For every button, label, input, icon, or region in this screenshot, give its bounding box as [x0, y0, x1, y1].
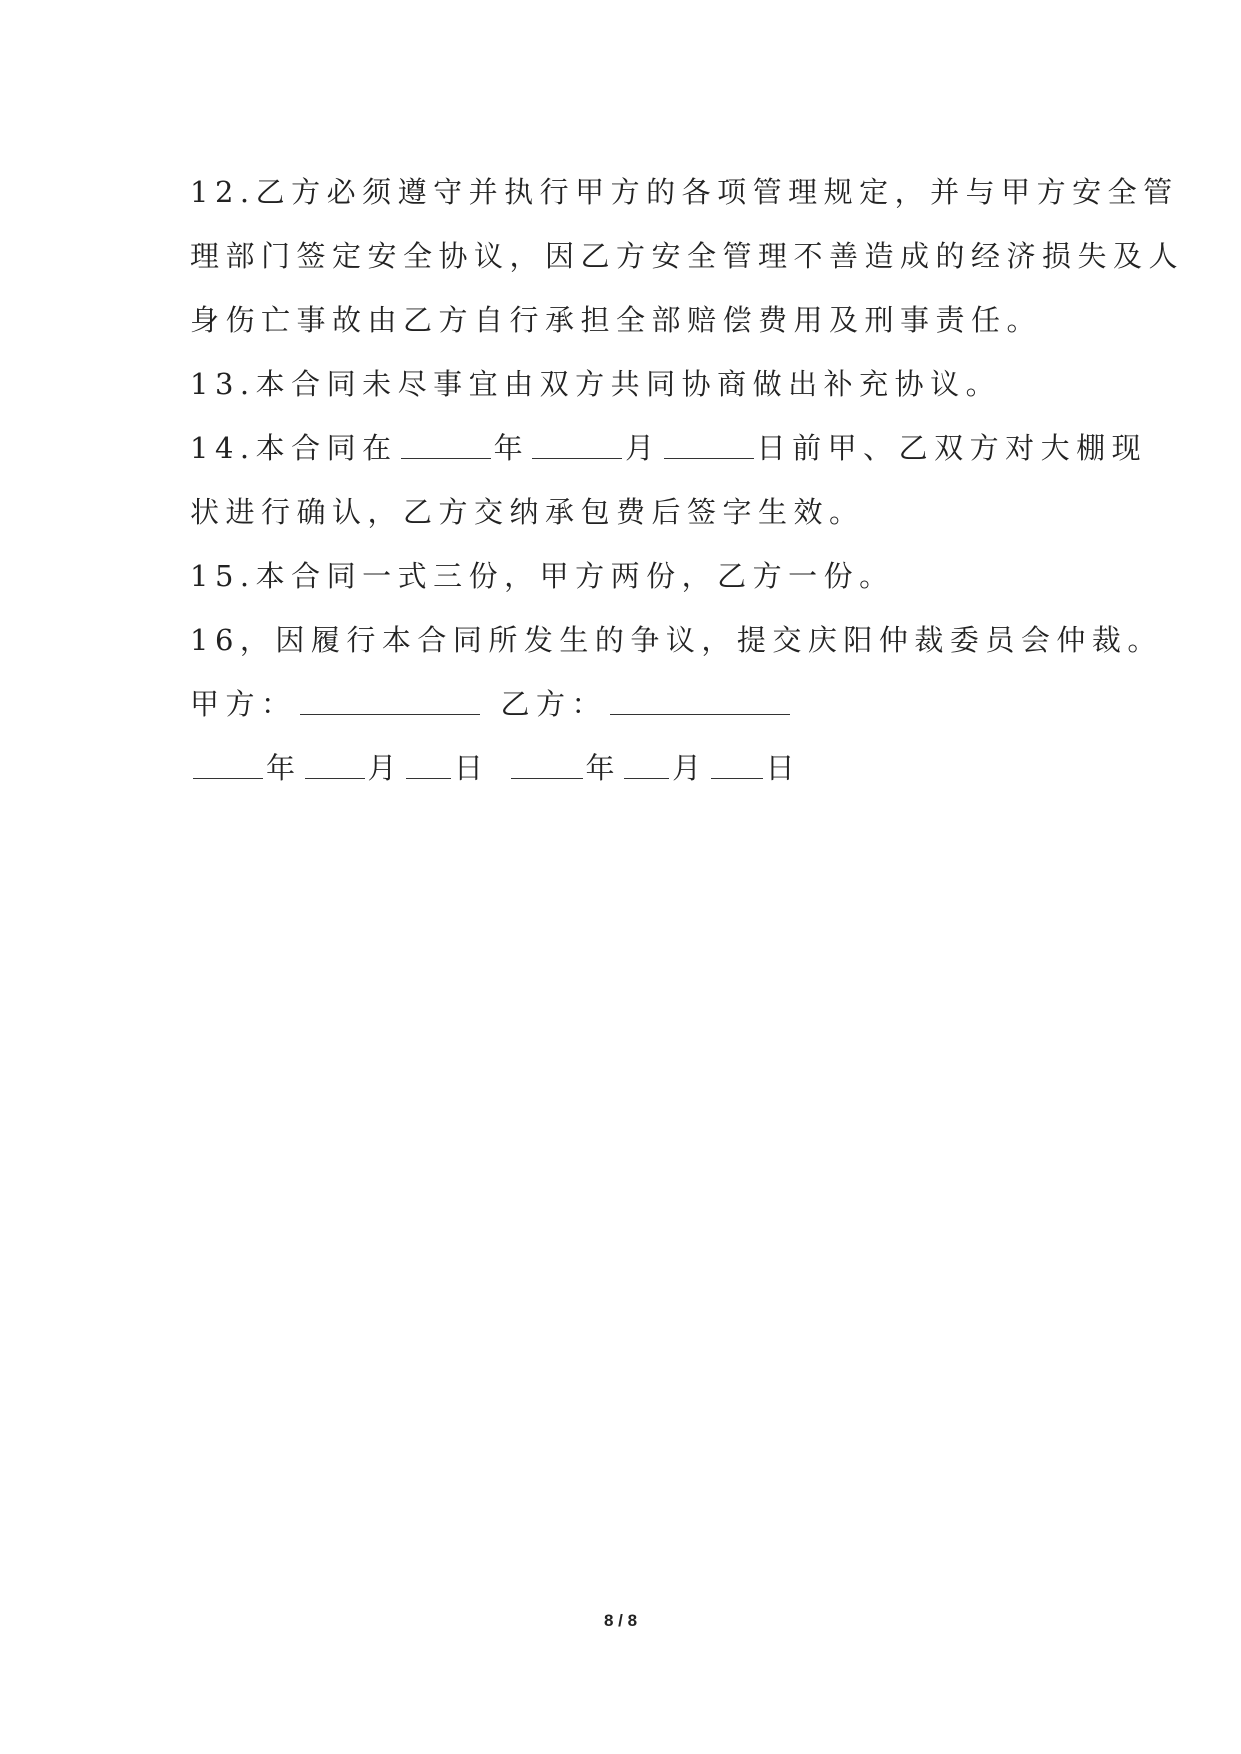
month-blank	[532, 457, 622, 459]
party-a-signature-blank	[300, 713, 480, 715]
date-row	[190, 736, 1060, 800]
party-a-day-blank	[406, 777, 451, 779]
signature-row	[190, 672, 1060, 736]
month-label: 月	[625, 431, 661, 465]
clause-12-line-3: 身伤亡事故由乙方自行承担全部赔偿费用及刑事责任。	[190, 303, 1043, 337]
party-b-signature-blank	[610, 713, 790, 715]
clause-14-line-2: 状进行确认，乙方交纳承包费后签字生效。	[190, 495, 865, 529]
party-a-month-blank	[305, 777, 365, 779]
clause-14-suffix: 日前甲、乙双方对大棚现	[756, 431, 1148, 465]
party-b-label: 乙方：	[500, 687, 608, 721]
party-b-month-label: 月	[672, 751, 708, 785]
party-b-year-label: 年	[585, 751, 622, 785]
clause-15: 15.本合同一式三份，甲方两份，乙方一份。	[190, 559, 895, 593]
party-a-month-label: 月	[367, 751, 404, 785]
clause-12-line-1: 12.乙方必须遵守并执行甲方的各项管理规定，并与甲方安全管	[190, 175, 1179, 209]
clause-16: 16，因履行本合同所发生的争议，提交庆阳仲裁委员会仲裁。	[190, 623, 1163, 657]
document-body	[190, 160, 1185, 800]
clause-14-prefix: 14.本合同在	[190, 431, 398, 465]
day-blank	[664, 457, 754, 459]
year-label: 年	[493, 431, 530, 465]
party-a-day-label: 日	[454, 751, 490, 785]
page-number: 8 / 8	[603, 1611, 638, 1630]
clause-14-line-1	[190, 416, 1148, 480]
party-b-month-blank	[624, 777, 669, 779]
party-b-day-label: 日	[765, 751, 802, 785]
party-a-year-label: 年	[266, 751, 302, 785]
year-blank	[401, 457, 491, 459]
party-a-label: 甲方：	[190, 687, 297, 721]
clause-13: 13.本合同未尽事宜由双方共同协商做出补充协议。	[190, 367, 1002, 401]
clause-12-line-2: 理部门签定安全协议，因乙方安全管理不善造成的经济损失及人	[190, 239, 1185, 273]
party-b-day-blank	[711, 777, 763, 779]
party-a-year-blank	[193, 777, 263, 779]
party-b-year-blank	[511, 777, 583, 779]
